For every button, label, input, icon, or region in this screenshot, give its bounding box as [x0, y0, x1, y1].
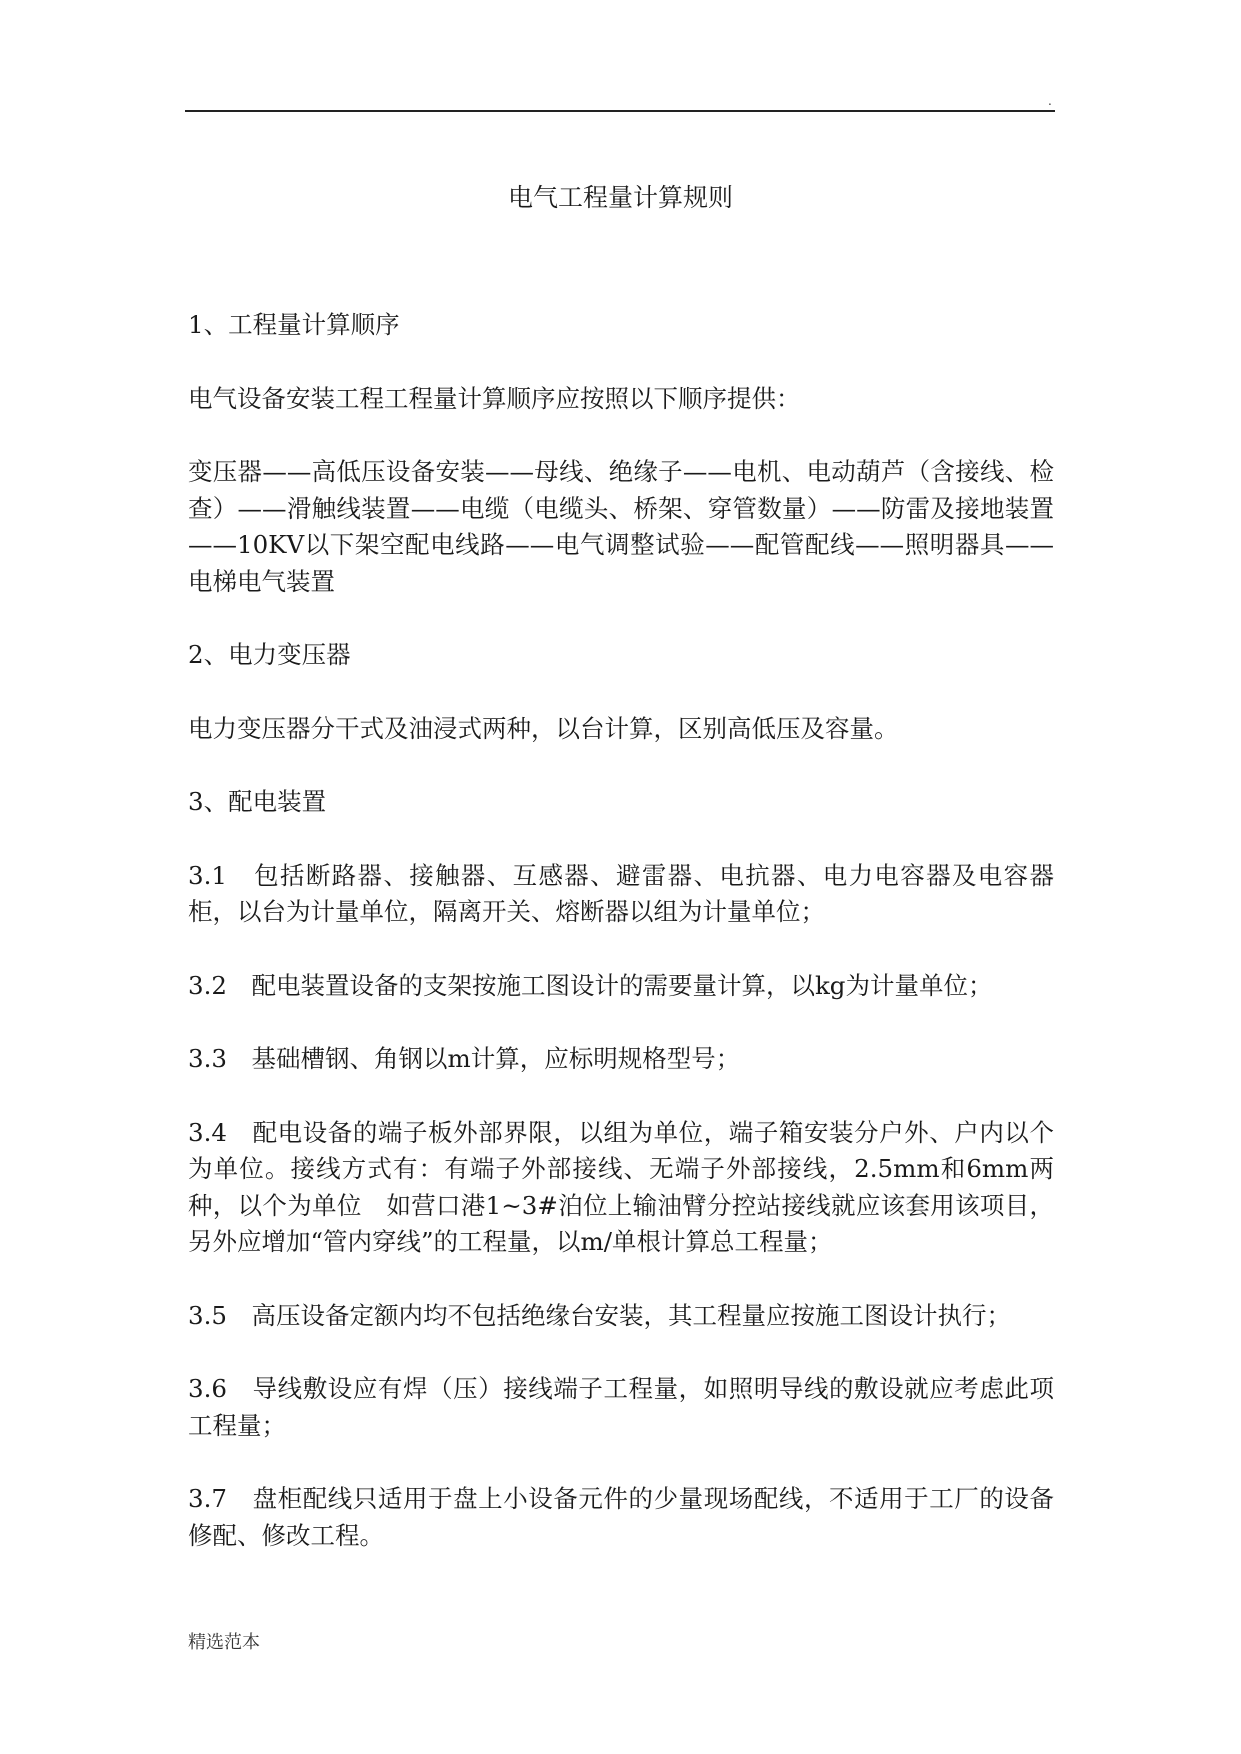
paragraph-3-2: 3.2 配电装置设备的支架按施工图设计的需要量计算，以kg为计量单位； [188, 970, 993, 1000]
paragraph-3-7: 3.7 盘柜配线只适用于盘上小设备元件的少量现场配线，不适用于工厂的设备修配、修改工程。 [188, 1484, 1054, 1550]
header-rule [185, 110, 1055, 112]
paragraph-3-1: 3.1 包括断路器、接触器、互感器、避雷器、电抗器、电力电容器及电容器柜，以台为计量单位，隔离开关、熔断器以组为计量单位； [188, 860, 1054, 926]
section-heading-1: 1、工程量计算顺序 [188, 310, 400, 339]
paragraph-order-sequence: 变压器——高低压设备安装——母线、绝缘子——电机、电动葫芦（含接线、检查）——滑触线装置——电缆（电缆头、桥架、穿管数量）——防雷及接地装置——10KV以下架空配电线路——电气调整试验——配管配线——照明器具——电梯电气装置 [188, 457, 1054, 596]
paragraph-3-5: 3.5 高压设备定额内均不包括绝缘台安装，其工程量应按施工图设计执行； [188, 1300, 1011, 1330]
section-heading-2: 2、电力变压器 [188, 640, 351, 669]
paragraph-3-4: 3.4 配电设备的端子板外部界限，以组为单位，端子箱安装分户外、户内以个为单位。接线方式有：有端子外部接线、无端子外部接线，2.5mm和6mm两种，以个为单位 如营口港1~3#泊位上输油臂分控站接线就应该套用该项目，另外应增加“管内穿线”的工程量，以m/单根计算总工程量； [188, 1117, 1054, 1256]
paragraph-transformer: 电力变压器分干式及油浸式两种，以台计算，区别高低压及容量。 [188, 713, 899, 743]
header-mark: . [1048, 94, 1052, 108]
paragraph-3-6: 3.6 导线敷设应有焊（压）接线端子工程量，如照明导线的敷设就应考虑此项工程量； [188, 1374, 1054, 1440]
paragraph-order-intro: 电气设备安装工程工程量计算顺序应按照以下顺序提供： [188, 383, 801, 413]
paragraph-3-3: 3.3 基础槽钢、角钢以m计算，应标明规格型号； [188, 1044, 741, 1073]
document-title: 电气工程量计算规则 [507, 183, 733, 212]
footer-label: 精选范本 [188, 1632, 260, 1653]
section-heading-3: 3、配电装置 [188, 787, 327, 816]
document-body [188, 307, 1054, 1554]
